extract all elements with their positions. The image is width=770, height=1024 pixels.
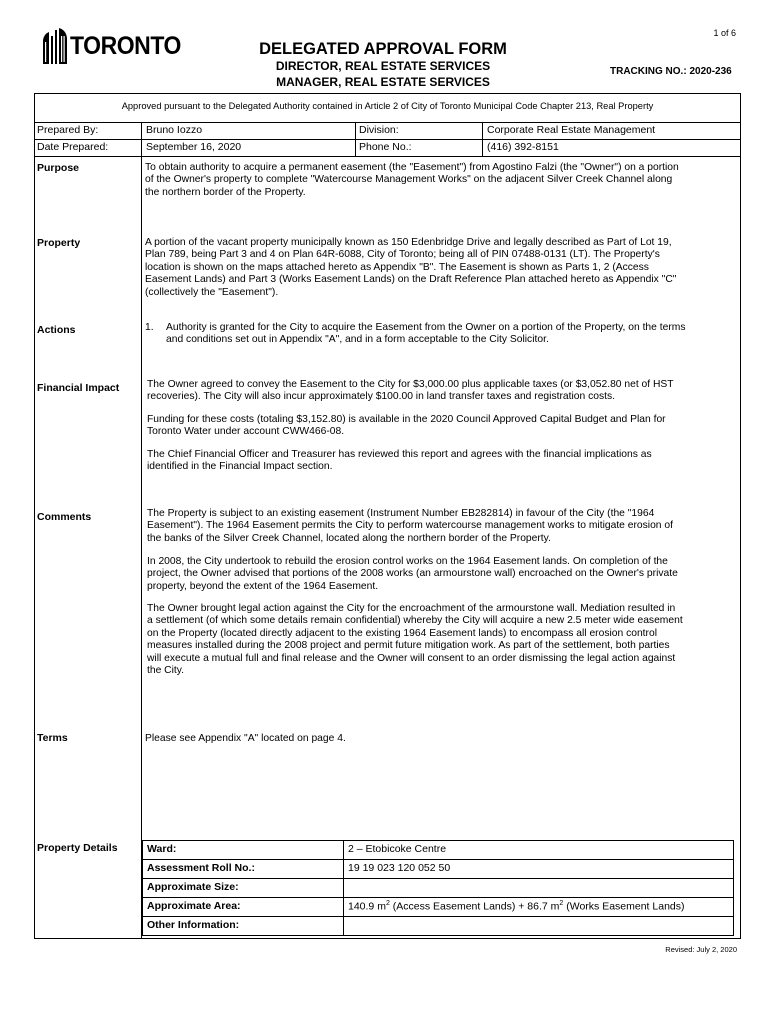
financial-paragraph-3: The Chief Financial Officer and Treasurer has reviewed this report and agrees with the financial implications as identified in the Financial Impact section. xyxy=(147,449,652,473)
financial-paragraph-1: The Owner agreed to convey the Easement to the City for $3,000.00 plus applicable taxes (or $3,052.80 net of HST recoveries). The City will also incur approximately $100.00 in land transfer taxes and registration costs. xyxy=(147,379,674,403)
approximate-size-label: Approximate Size: xyxy=(143,879,344,898)
approved-statement: Approved pursuant to the Delegated Authority contained in Article 2 of City of Toronto Municipal Code Chapter 213, Real Property xyxy=(121,101,654,111)
terms-text: Please see Appendix "A" located on page 4. xyxy=(145,733,346,744)
actions-label: Actions xyxy=(37,324,76,336)
revised-date: Revised: July 2, 2020 xyxy=(665,945,737,954)
comments-paragraph-1: The Property is subject to an existing easement (Instrument Number EB282814) in favour of the City (the "1964 Easement"). The 1964 Easement permits the City to perform watercourse management works to mitigate erosion of the banks of the Silver Creek Channel, located along the northern border of the Property. xyxy=(147,508,673,544)
phone-value: (416) 392-8151 xyxy=(487,141,559,153)
ward-value: 2 – Etobicoke Centre xyxy=(344,841,734,860)
purpose-label: Purpose xyxy=(37,162,80,174)
assessment-roll-label: Assessment Roll No.: xyxy=(143,860,344,879)
prepared-by-label: Prepared By: xyxy=(37,124,99,136)
property-text: A portion of the vacant property municipally known as 150 Edenbridge Drive and legally described as Part of Lot 19, Plan 789, being Part 3 and 4 on Plan 64R-6088, City of Toronto; being all of PIN 07488-0131 (LT). The Property's location is shown on the maps attached hereto as Appendix "B". The Easement is shown as Parts 1, 2 (Access Easement Lands) and Part 3 (Works Easement Lands) on the Draft Reference Plan attached hereto as Appendix "C" (collectively the "Easement"). xyxy=(145,237,677,298)
date-prepared-value: September 16, 2020 xyxy=(146,141,242,153)
phone-label: Phone No.: xyxy=(359,141,412,153)
divider xyxy=(355,122,356,156)
comments-paragraph-3: The Owner brought legal action against the City for the encroachment of the armourstone wall. Mediation resulted in a settlement (of which some details remain confidential) whereby the City will acquire a new 2.5 meter wide easement on the Property (located directly adjacent to the existing 1964 Easement lands) to encompass all erosion control measures installed during the 2008 project and permit future mitigation work. As part of the settlement, both parties will execute a mutual full and final release and the Owner will consent to an order dismissing the legal action against the City. xyxy=(147,603,683,677)
comments-paragraph-2: In 2008, the City undertook to rebuild the erosion control works on the 1964 Easement lands. On completion of the project, the Owner advised that portions of the 2008 works (an armourstone wall) encroached on the Owner's private property, beyond the extent of the 1964 Easement. xyxy=(147,556,678,592)
form-title: DELEGATED APPROVAL FORM xyxy=(259,40,507,58)
division-label: Division: xyxy=(359,124,399,136)
form-subtitle-director: DIRECTOR, REAL ESTATE SERVICES xyxy=(275,59,491,73)
table-row xyxy=(143,898,734,917)
property-label: Property xyxy=(37,237,81,249)
financial-impact-label: Financial Impact xyxy=(37,382,120,394)
action-text: Authority is granted for the City to acquire the Easement from the Owner on a portion of the Property, on the terms and conditions set out in Appendix "A", and in a form acceptable to the City Solicitor. xyxy=(166,322,686,346)
logo-text: TORONTO xyxy=(70,32,181,60)
toronto-logo xyxy=(40,26,181,68)
action-number: 1. xyxy=(145,322,154,333)
label-column-divider xyxy=(141,122,142,939)
ward-label: Ward: xyxy=(143,841,344,860)
approximate-area-value: 140.9 $m^2$ (Access Easement Lands) + 86.7 $m^2$ (Works Easement Lands) xyxy=(344,898,734,917)
city-hall-icon xyxy=(40,26,70,66)
tracking-value: 2020-236 xyxy=(689,66,732,77)
comments-label: Comments xyxy=(37,511,92,523)
table-row xyxy=(143,879,734,898)
prepared-by-value: Bruno Iozzo xyxy=(146,124,203,136)
tracking-label: TRACKING NO.: xyxy=(610,66,687,77)
table-row xyxy=(143,841,734,860)
table-row xyxy=(143,917,734,936)
other-information-value xyxy=(344,917,734,936)
purpose-text: To obtain authority to acquire a permanent easement (the "Easement") from Agostino Falzi (the "Owner") on a portion of the Owner's property to complete "Watercourse Management Works" on the adjacent Silver Creek Channel along the northern border of the Property. xyxy=(145,162,679,198)
approximate-size-value xyxy=(344,879,734,898)
divider xyxy=(482,122,483,156)
assessment-roll-value: 19 19 023 120 052 50 xyxy=(344,860,734,879)
other-information-label: Other Information: xyxy=(143,917,344,936)
page-number: 1 of 6 xyxy=(713,28,736,38)
approximate-area-label: Approximate Area: xyxy=(143,898,344,917)
property-details-table xyxy=(142,840,734,936)
tracking-number xyxy=(610,66,732,77)
terms-label: Terms xyxy=(37,732,68,744)
date-prepared-label: Date Prepared: xyxy=(37,141,109,153)
table-row xyxy=(143,860,734,879)
division-value: Corporate Real Estate Management xyxy=(487,124,656,136)
financial-paragraph-2: Funding for these costs (totaling $3,152.80) is available in the 2020 Council Approved Capital Budget and Plan for Toronto Water under account CWW466-08. xyxy=(147,414,666,438)
property-details-label: Property Details xyxy=(37,842,118,854)
form-subtitle-manager: MANAGER, REAL ESTATE SERVICES xyxy=(276,75,490,89)
